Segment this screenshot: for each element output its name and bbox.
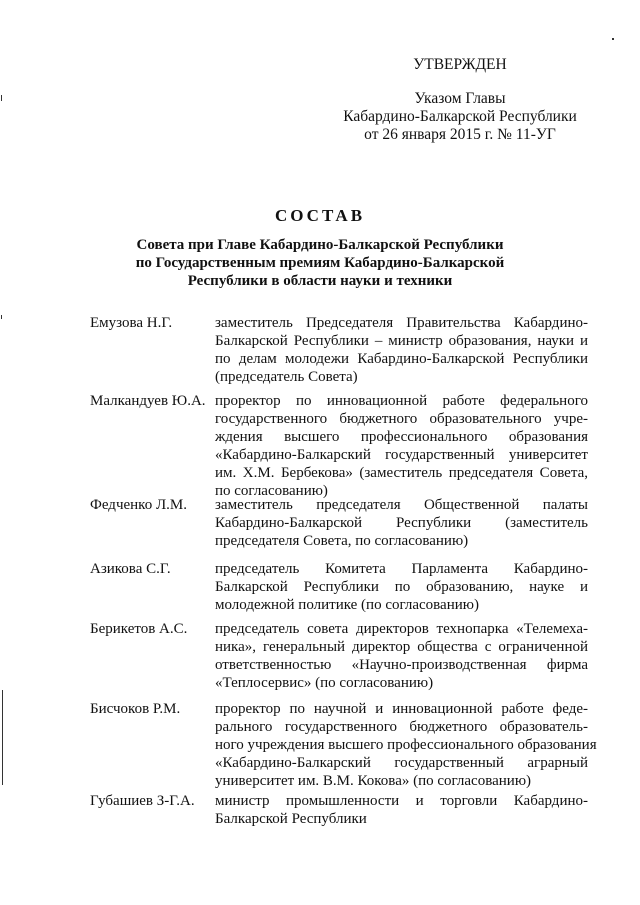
subtitle-line: Республики в области науки и техники	[187, 273, 453, 289]
approval-heading: УТВЕРЖДЕН	[413, 56, 507, 73]
role-line: ника», генеральный директор общества с ограниченной	[215, 639, 588, 655]
role-line: по делам молодежи Кабардино-Балкарской Республики	[215, 351, 588, 367]
role-line: ответственностью «Научно-производственная фирма	[215, 657, 588, 673]
scan-artifact	[1, 95, 2, 101]
role-line: государственного бюджетного образовательного учре-	[215, 411, 588, 427]
role-line: университет им. В.М. Кокова» (по согласованию)	[215, 773, 532, 789]
role-line: молодежной политике (по согласованию)	[215, 597, 479, 613]
member-name: Малкандуев Ю.А.	[90, 393, 206, 409]
role-line: «Кабардино-Балкарский государственный университет	[215, 447, 588, 463]
approval-line: от 26 января 2015 г. № 11-УГ	[364, 126, 556, 143]
role-line: Балкарской Республики	[215, 811, 367, 827]
role-line: Балкарской Республики по образованию, науке и	[215, 579, 588, 595]
member-role	[215, 620, 588, 692]
role-line: заместитель председателя Общественной палаты	[215, 497, 588, 513]
role-line: Балкарской Республики – министр образования, науки и	[215, 333, 588, 349]
role-line: (председатель Совета)	[215, 369, 358, 385]
role-line: проректор по инновационной работе федерального	[215, 393, 588, 409]
role-line: «Теплосервис» (по согласованию)	[215, 675, 434, 691]
role-line: председатель Комитета Парламента Кабардино-	[215, 561, 588, 577]
role-line: председатель совета директоров технопарка «Телемеха-	[215, 621, 588, 637]
member-role	[215, 392, 588, 500]
role-line: по согласованию)	[215, 483, 328, 499]
member-role	[215, 792, 588, 828]
role-line: ждения высшего профессионального образования	[215, 429, 588, 445]
member-role	[215, 700, 597, 790]
role-line: «Кабардино-Балкарский государственный аграрный	[215, 755, 588, 771]
subtitle-line: Совета при Главе Кабардино-Балкарской Республики	[136, 237, 504, 253]
approval-line: Кабардино-Балкарской Республики	[343, 108, 577, 125]
role-line: министр промышленности и торговли Кабардино-	[215, 793, 588, 809]
subtitle-line: по Государственным премиям Кабардино-Балкарской	[135, 255, 505, 271]
member-name: Емузова Н.Г.	[90, 315, 173, 331]
role-line: рального государственного бюджетного образователь-	[215, 719, 588, 735]
role-line: проректор по научной и инновационной работе феде-	[215, 701, 588, 717]
member-role	[215, 496, 588, 550]
role-line: председателя Совета, по согласованию)	[215, 533, 469, 549]
member-role	[215, 560, 588, 614]
role-line: им. Х.М. Бербекова» (заместитель председателя Совета,	[215, 465, 588, 481]
scan-artifact	[1, 315, 2, 319]
document-subtitle	[110, 236, 530, 290]
member-name: Берикетов А.С.	[90, 621, 188, 637]
member-name: Азикова С.Г.	[90, 561, 171, 577]
member-role	[215, 314, 588, 386]
role-line: Кабардино-Балкарской Республики (заместитель	[215, 515, 588, 531]
member-name: Федченко Л.М.	[90, 497, 187, 513]
member-name: Бисчоков Р.М.	[90, 701, 181, 717]
role-line: заместитель Председателя Правительства Кабардино-	[215, 315, 588, 331]
member-name: Губашиев З-Г.А.	[90, 793, 195, 809]
scan-artifact	[2, 690, 3, 785]
document-title: СОСТАВ	[274, 206, 366, 225]
role-line: ного учреждения высшего профессионального образования	[215, 737, 597, 753]
approval-line: Указом Главы	[414, 90, 506, 107]
scan-artifact	[612, 38, 614, 40]
approval-block	[330, 56, 590, 144]
